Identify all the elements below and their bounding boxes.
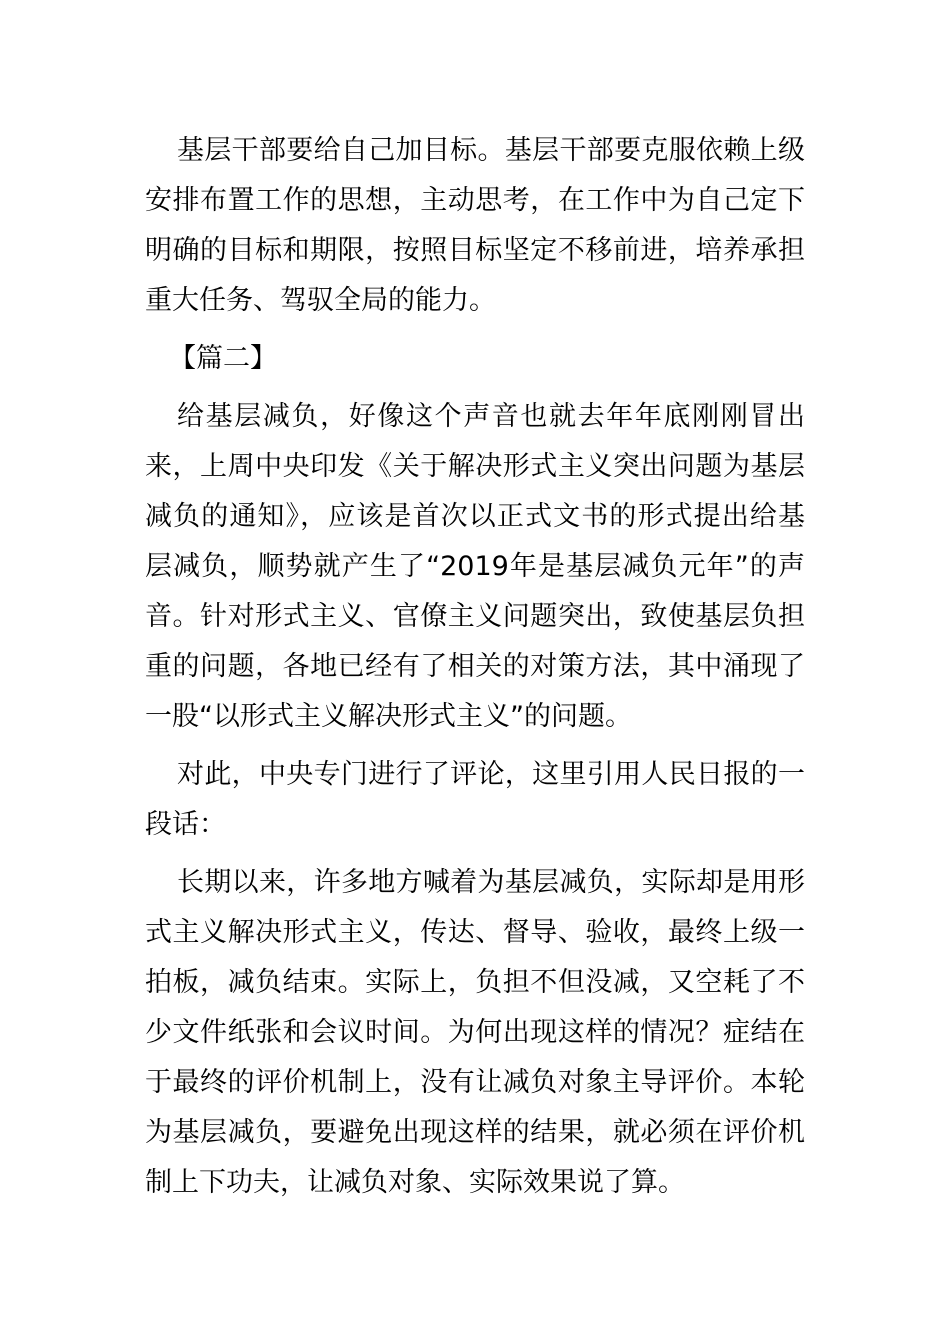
paragraph-goals: 基层干部要给自己加目标。基层干部要克服依赖上级安排布置工作的思想，主动思考，在工作中为自己定下明确的目标和期限，按照目标坚定不移前进，培养承担重大任务、驾驭全局的能力。 xyxy=(145,135,805,316)
section-heading: 【篇二】 xyxy=(169,343,277,374)
paragraph-reduce-burden: 给基层减负，好像这个声音也就去年年底刚刚冒出来，上周中央印发《关于解决形式主义突出问题为基层减负的通知》，应该是首次以正式文书的形式提出给基层减负，顺势就产生了“2019年是基层减负元年”的声音。针对形式主义、官僚主义问题突出，致使基层负担重的问题，各地已经有了相关的对策方法，其中涌现了一股“以形式主义解决形式主义”的问题。 xyxy=(145,401,805,732)
paragraph-comment: 对此，中央专门进行了评论，这里引用人民日报的一段话： xyxy=(145,759,805,840)
paragraph-quote: 长期以来，许多地方喊着为基层减负，实际却是用形式主义解决形式主义，传达、督导、验收，最终上级一拍板，减负结束。实际上，负担不但没减，又空耗了不少文件纸张和会议时间。为何出现这样的情况？症结在于最终的评价机制上，没有让减负对象主导评价。本轮为基层减负，要避免出现这样的结果，就必须在评价机制上下功夫，让减负对象、实际效果说了算。 xyxy=(145,867,805,1198)
document-body xyxy=(145,126,805,1216)
